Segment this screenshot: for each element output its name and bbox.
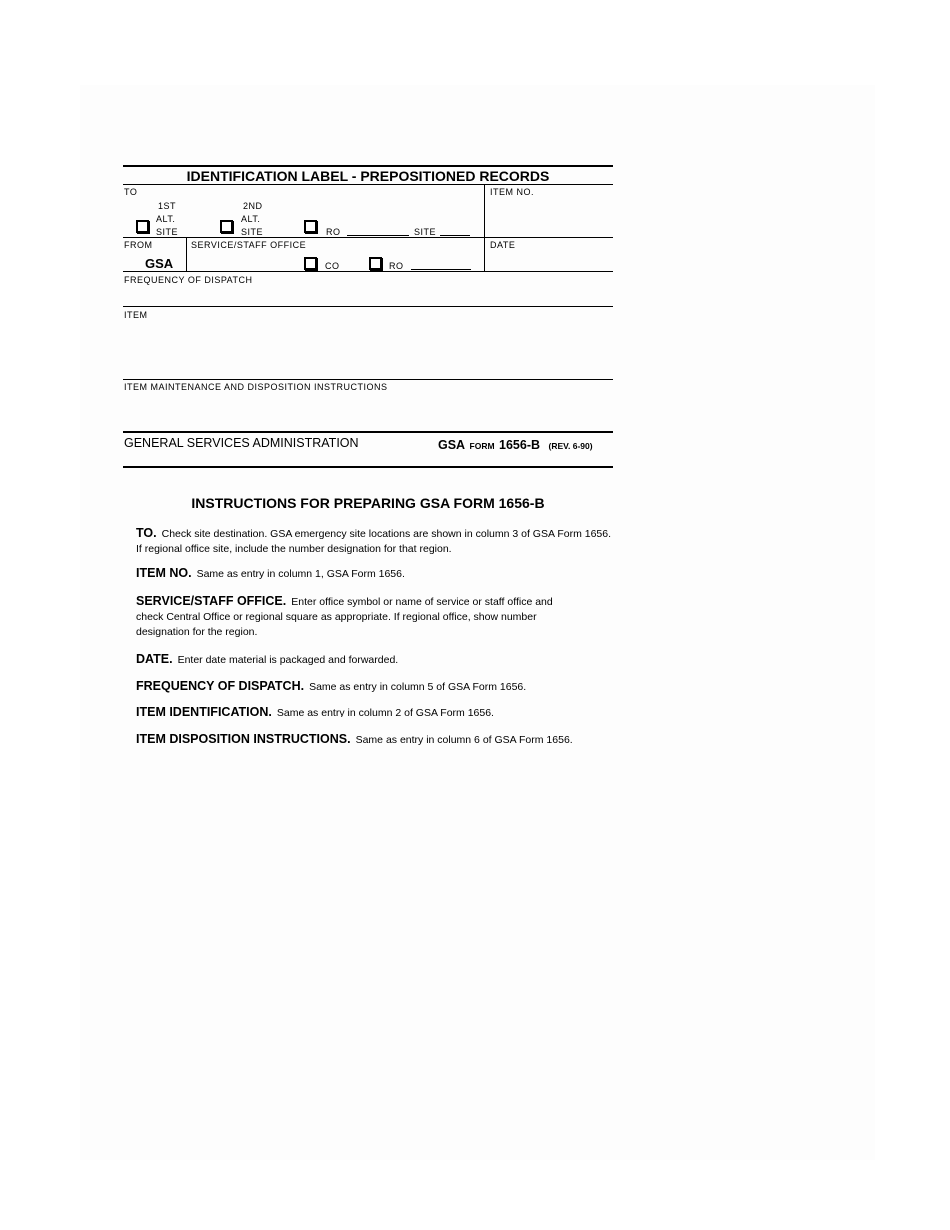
second-site-line1: 2ND [243,201,263,211]
to-label: TO [124,187,138,197]
first-site-line3: SITE [156,227,179,237]
site-label: SITE [414,227,437,237]
divider [484,184,485,272]
instructions-title: INSTRUCTIONS FOR PREPARING GSA FORM 1656-B [191,495,545,511]
second-alt-site-checkbox[interactable] [220,220,233,233]
instruction-service-office [136,594,576,640]
instruction-text: Same as entry in column 5 of GSA Form 1656. [309,681,527,693]
form-number-line [438,436,593,454]
instruction-item-no [136,566,616,582]
instruction-term: ITEM DISPOSITION INSTRUCTIONS. [136,732,351,746]
label-title: IDENTIFICATION LABEL - PREPOSITIONED RECORDS [186,168,550,184]
ro-label: RO [326,227,341,237]
form-number: 1656-B [499,438,541,452]
instruction-date [136,652,616,668]
instruction-text: Same as entry in column 1, GSA Form 1656. [196,568,405,580]
region-number-field[interactable] [411,269,471,270]
form-word: FORM [469,441,495,451]
rule [123,379,613,380]
instruction-text: Check site destination. GSA emergency site locations are shown in column 3 of GSA Form 1656. If regional office site, include the number designation for that region. [136,528,612,555]
rule [123,184,613,185]
first-site-line2: ALT. [156,214,176,224]
instruction-text: Enter date material is packaged and forwarded. [177,654,399,666]
instruction-item-identification [136,705,616,717]
form-gsa: GSA [438,438,466,452]
form-revision: (REV. 6-90) [548,441,593,451]
divider [186,237,187,272]
instruction-text: Enter office symbol or name of service or staff office and check Central Office or regional square as appropriate. If regional office, show number designation for the region. [136,596,553,638]
instruction-text: Same as entry in column 6 of GSA Form 1656. [355,734,573,746]
instruction-term: DATE. [136,652,173,666]
rule [123,271,613,272]
second-site-line3: SITE [241,227,264,237]
ro2-label: RO [389,261,404,271]
instruction-term: ITEM NO. [136,566,192,580]
rule [123,306,613,307]
co-label: CO [325,261,340,271]
instruction-to [136,526,616,557]
instruction-term: ITEM IDENTIFICATION. [136,705,272,717]
ro-checkbox[interactable] [369,257,382,270]
instruction-text: Same as entry in column 2 of GSA Form 1656. [276,707,494,717]
rule [123,431,613,433]
agency-name: GENERAL SERVICES ADMINISTRATION [124,436,359,450]
service-office-label: SERVICE/STAFF OFFICE [191,240,307,250]
instruction-frequency [136,679,616,695]
item-no-label: ITEM NO. [490,187,534,197]
instruction-disposition [136,732,626,748]
ro-site-number-field[interactable] [347,235,409,236]
date-label: DATE [490,240,516,250]
instruction-term: TO. [136,526,157,540]
rule [123,165,613,167]
from-label: FROM [124,240,153,250]
ro-site-checkbox[interactable] [304,220,317,233]
second-site-line2: ALT. [241,214,261,224]
item-label: ITEM [124,310,148,320]
frequency-label: FREQUENCY OF DISPATCH [124,275,253,285]
first-site-line1: 1ST [158,201,177,211]
rule [123,237,613,238]
co-checkbox[interactable] [304,257,317,270]
instruction-term: SERVICE/STAFF OFFICE. [136,594,287,608]
first-alt-site-checkbox[interactable] [136,220,149,233]
maintenance-label: ITEM MAINTENANCE AND DISPOSITION INSTRUCTIONS [124,382,388,392]
from-value: GSA [145,256,174,271]
instruction-term: FREQUENCY OF DISPATCH. [136,679,305,693]
rule [123,466,613,468]
site-line [440,235,470,236]
